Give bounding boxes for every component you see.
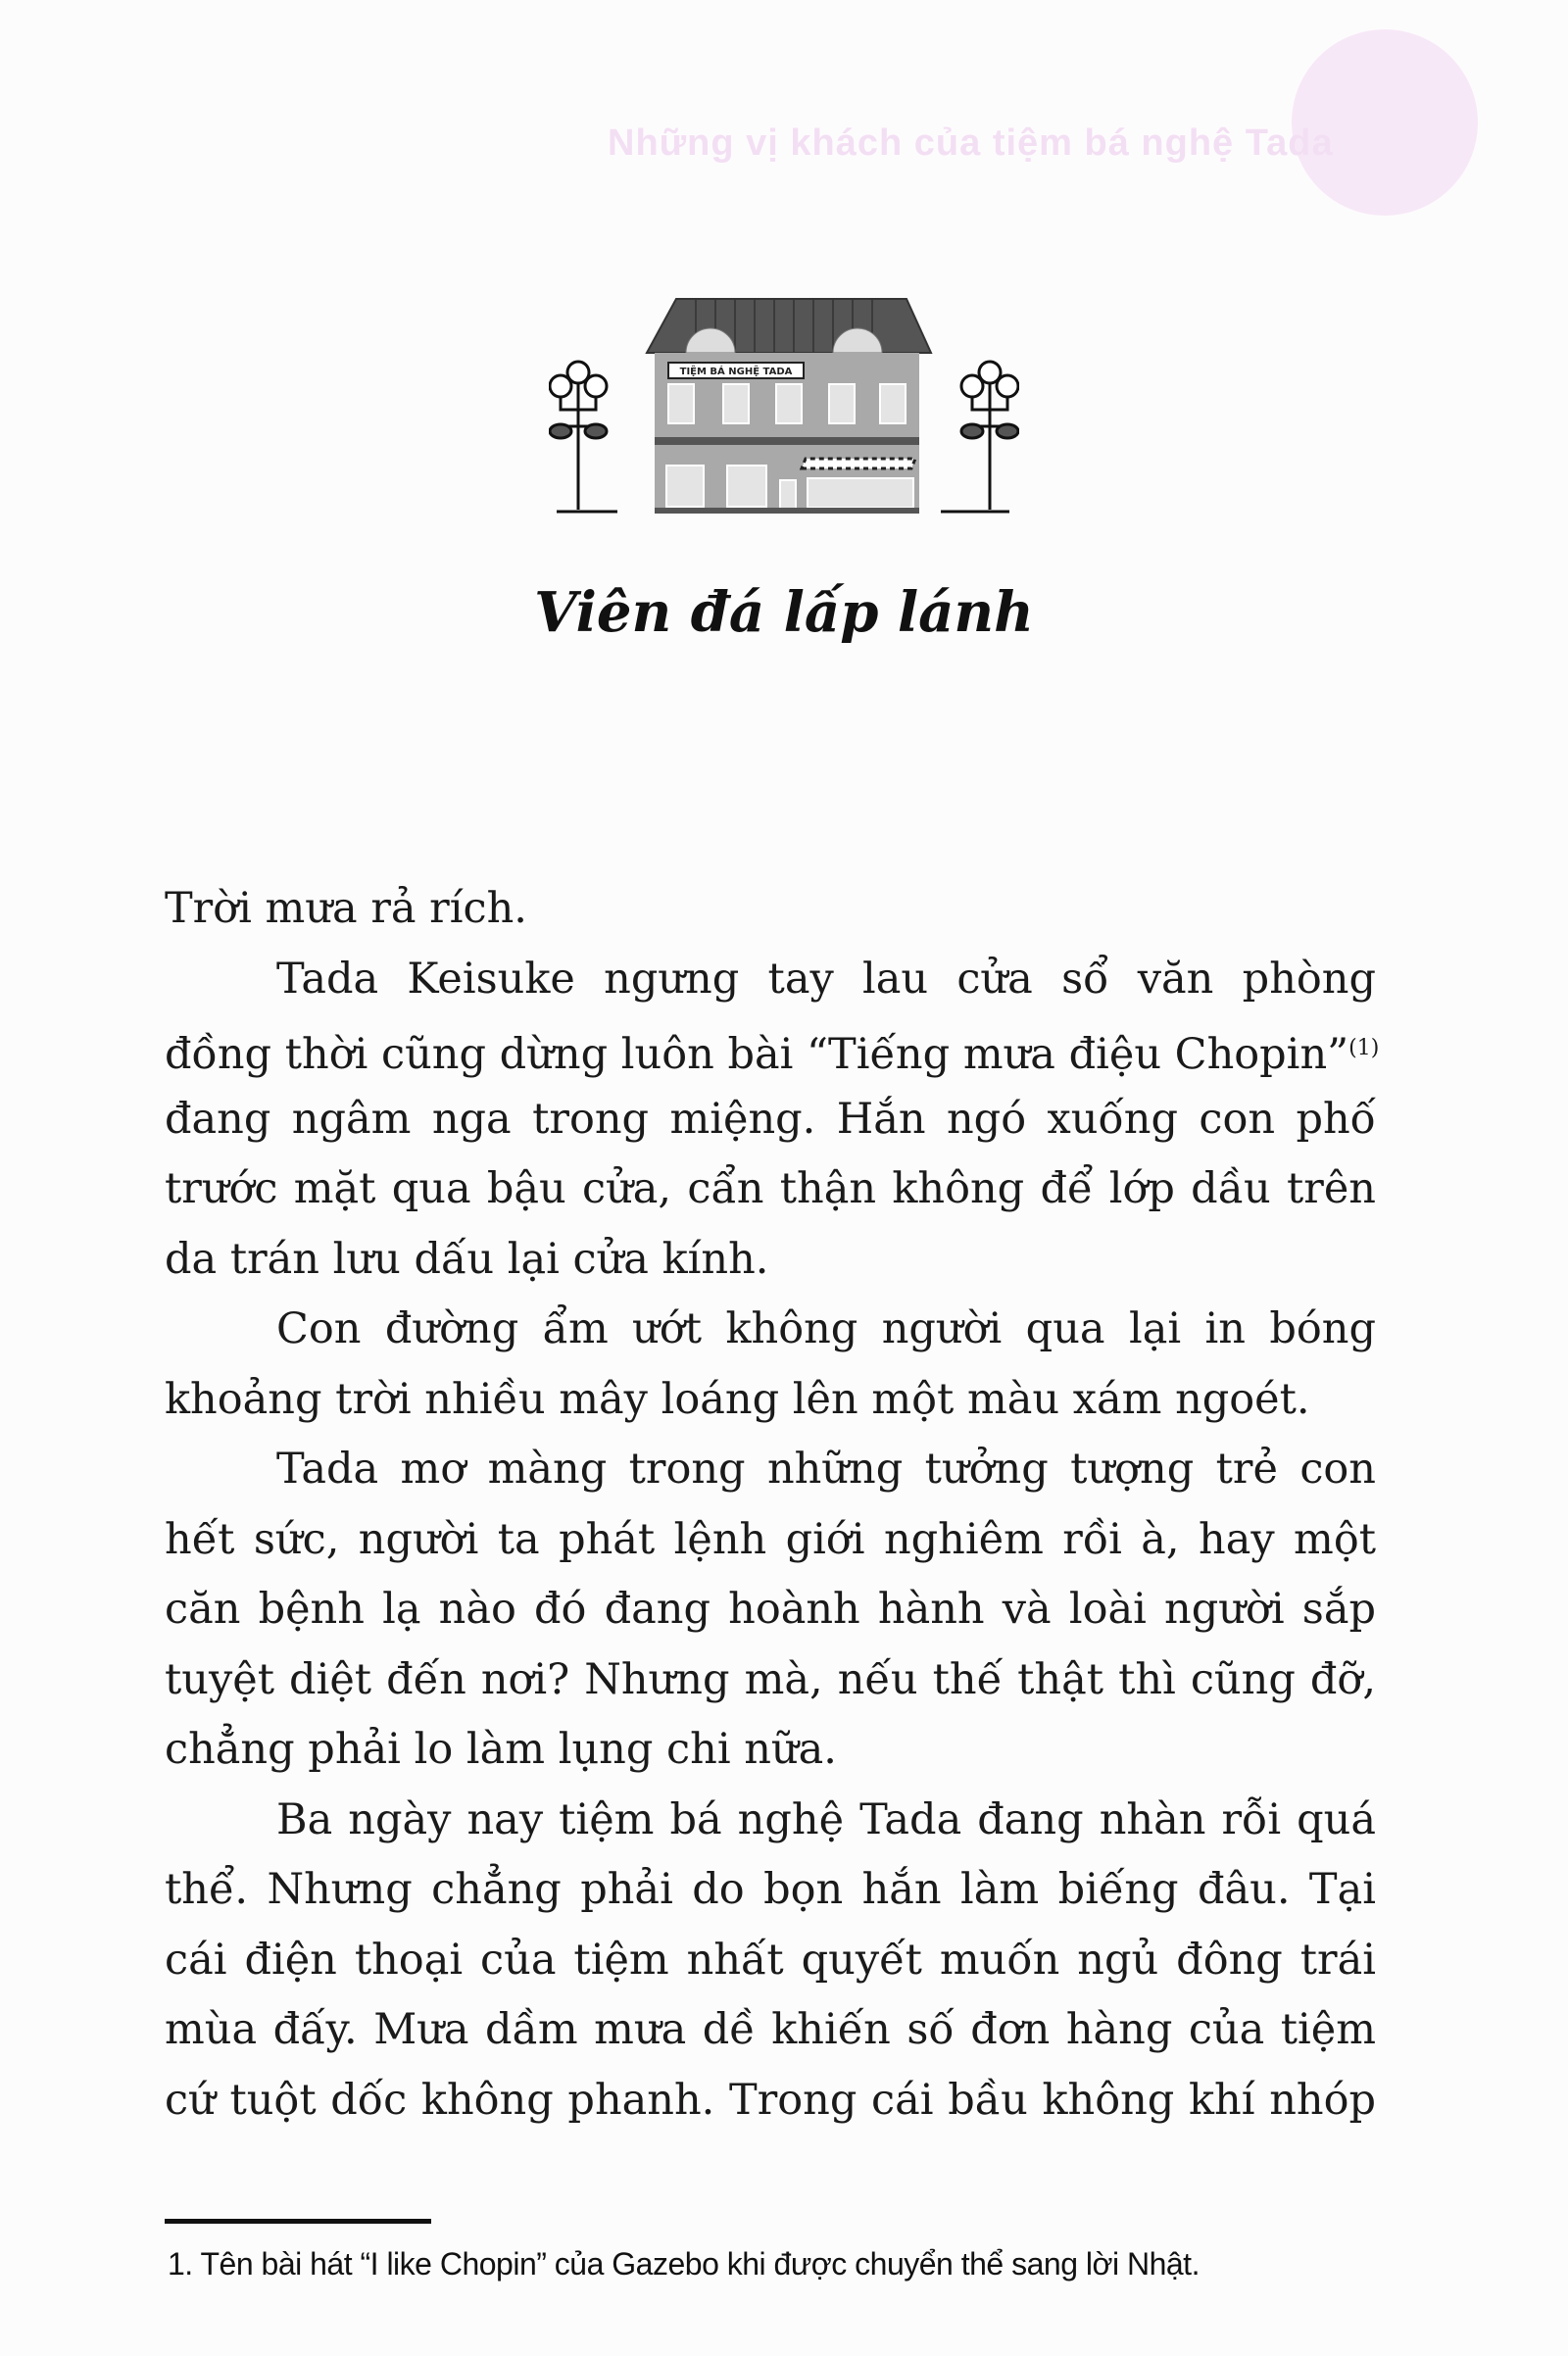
text-line: đang ngâm nga trong miệng. Hắn ngó xuống con phố <box>165 1094 1376 1144</box>
shop-building-illustration <box>549 265 1019 519</box>
shop-sign: TIỆM BÁ NGHỆ TADA <box>679 367 793 377</box>
text-line: da trán lưu dấu lại cửa kính. <box>165 1234 769 1284</box>
text-line: Trời mưa rả rích. <box>165 884 527 933</box>
running-head: Những vị khách của tiệm bá nghệ Tada <box>608 123 1334 164</box>
text-line: chẳng phải lo làm lụng chi nữa. <box>165 1725 837 1774</box>
text-line: cái điện thoại của tiệm nhất quyết muốn ngủ đông trái <box>165 1935 1376 1985</box>
text-line: Tada Keisuke ngưng tay lau cửa sổ văn phòng <box>276 954 1376 1004</box>
text-line-content: đồng thời cũng dừng luôn bài “Tiếng mưa điệu Chopin” <box>165 1030 1349 1079</box>
footnote: 1. Tên bài hát “I like Chopin” của Gazebo khi được chuyển thể sang lời Nhật. <box>168 2246 1200 2282</box>
chapter-title: Viên đá lấp lánh <box>534 580 1034 645</box>
text-line: Tada mơ màng trong những tưởng tượng trẻ con <box>276 1445 1376 1494</box>
footnote-divider <box>165 2219 431 2224</box>
text-line: căn bệnh lạ nào đó đang hoành hành và loài người sắp <box>165 1585 1376 1634</box>
text-line: Con đường ẩm ướt không người qua lại in bóng <box>276 1304 1376 1353</box>
text-line: cứ tuột dốc không phanh. Trong cái bầu không khí nhóp <box>165 2075 1376 2125</box>
text-line: trước mặt qua bậu cửa, cẩn thận không để lớp dầu trên <box>165 1164 1376 1213</box>
text-line: khoảng trời nhiều mây loáng lên một màu xám ngoét. <box>165 1374 1310 1424</box>
text-line: thể. Nhưng chẳng phải do bọn hắn làm biếng đâu. Tại <box>165 1865 1376 1914</box>
text-line <box>165 1019 1380 1090</box>
text-line: mùa đấy. Mưa dầm mưa dề khiến số đơn hàng của tiệm <box>165 2005 1376 2054</box>
text-line: hết sức, người ta phát lệnh giới nghiêm rồi à, hay một <box>165 1514 1376 1564</box>
text-line: Ba ngày nay tiệm bá nghệ Tada đang nhàn rỗi quá <box>276 1794 1376 1844</box>
body-text <box>165 879 1380 2140</box>
footnote-ref: (1) <box>1348 1036 1380 1060</box>
text-line: tuyệt diệt đến nơi? Nhưng mà, nếu thế thật thì cũng đỡ, <box>165 1654 1376 1704</box>
